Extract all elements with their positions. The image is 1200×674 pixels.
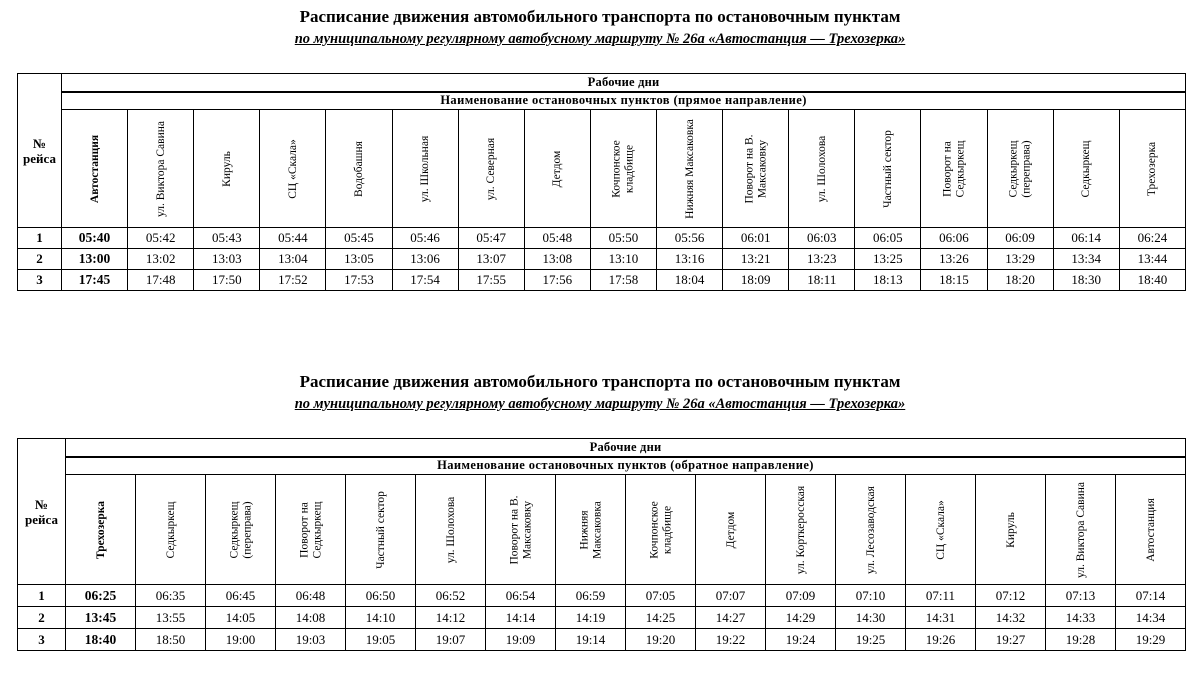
stop-name	[1146, 141, 1159, 195]
departure-time: 14:12	[416, 607, 486, 629]
stop-name-line: ул. Шолохова	[444, 496, 457, 563]
departure-time: 13:26	[921, 249, 987, 270]
departure-time: 07:13	[1046, 585, 1116, 607]
departure-time: 18:30	[1053, 270, 1119, 291]
departure-time: 18:11	[789, 270, 855, 291]
run-number-header-symbol: №	[34, 496, 49, 512]
timetable-forward	[17, 73, 1186, 291]
stop-name	[164, 501, 177, 558]
stop-name-line: Кочпонское	[648, 500, 660, 559]
stop-name-line: Поворот на В.	[743, 133, 756, 204]
stop-name	[934, 500, 947, 559]
departure-time: 18:40	[66, 629, 136, 651]
stop-name-line: Седкыркещ	[1079, 140, 1092, 197]
timetable-backward	[17, 438, 1186, 651]
departure-time: 13:06	[392, 249, 458, 270]
departure-time: 06:35	[136, 585, 206, 607]
departure-time: 06:24	[1119, 228, 1185, 249]
stop-name-cell	[976, 475, 1046, 585]
departure-time: 19:00	[206, 629, 276, 651]
stop-name-line: ул. Шолохова	[815, 135, 828, 202]
departure-time: 18:40	[1119, 270, 1185, 291]
stop-name	[94, 501, 107, 559]
stop-name	[485, 137, 498, 199]
departure-time: 06:05	[855, 228, 921, 249]
departure-time: 14:32	[976, 607, 1046, 629]
stop-name	[508, 495, 533, 564]
departure-time: 05:45	[326, 228, 392, 249]
departure-time: 14:30	[836, 607, 906, 629]
departure-time: 05:46	[392, 228, 458, 249]
departure-time: 05:47	[458, 228, 524, 249]
run-number-header-label: рейса	[25, 511, 58, 527]
departure-time: 14:14	[486, 607, 556, 629]
stop-name-line: Максаковку	[755, 139, 768, 198]
stop-name	[551, 150, 564, 187]
stop-name-line: Автостанция	[1144, 497, 1157, 562]
departure-time: 06:01	[723, 228, 789, 249]
workdays-header: Рабочие дни	[62, 74, 1186, 92]
departure-time: 06:14	[1053, 228, 1119, 249]
departure-time: 13:07	[458, 249, 524, 270]
departure-time: 07:09	[766, 585, 836, 607]
workdays-header: Рабочие дни	[66, 439, 1186, 457]
stop-name-line: Поворот на	[298, 501, 310, 558]
departure-time: 19:28	[1046, 629, 1116, 651]
stop-name	[683, 119, 696, 219]
departure-time: 05:50	[590, 228, 656, 249]
stop-name-line: Частный сектор	[881, 129, 894, 208]
departure-time: 17:50	[194, 270, 260, 291]
stop-name	[353, 141, 366, 197]
stop-name-cell	[1116, 475, 1186, 585]
stop-name-cell	[921, 110, 987, 228]
departure-time: 14:05	[206, 607, 276, 629]
stop-name-line: Частный сектор	[374, 490, 387, 569]
departure-time: 14:34	[1116, 607, 1186, 629]
departure-time: 05:40	[62, 228, 128, 249]
run-number-header	[18, 439, 66, 585]
departure-time: 18:50	[136, 629, 206, 651]
stop-name-cell	[62, 110, 128, 228]
departure-time: 19:05	[346, 629, 416, 651]
stop-name-cell	[906, 475, 976, 585]
stop-name-line: (переправа)	[240, 500, 253, 559]
run-number: 1	[18, 228, 62, 249]
departure-time: 07:10	[836, 585, 906, 607]
stop-name-line: кладбище	[660, 505, 673, 554]
stop-name-cell	[276, 475, 346, 585]
stop-name-line: Кируль	[1004, 511, 1017, 548]
timetable-1-title: Расписание движения автомобильного транспорта по остановочным пунктам	[299, 7, 901, 26]
table-row	[18, 607, 1186, 629]
stop-name	[1074, 482, 1087, 578]
table-row	[18, 629, 1186, 651]
departure-time: 06:50	[346, 585, 416, 607]
departure-time: 18:13	[855, 270, 921, 291]
run-number: 2	[18, 607, 66, 629]
stop-name	[374, 491, 387, 569]
departure-time: 17:48	[128, 270, 194, 291]
departure-time: 06:59	[556, 585, 626, 607]
stop-name-cell	[416, 475, 486, 585]
stop-name-line: Детдом	[551, 150, 564, 187]
stop-name-cell	[855, 110, 921, 228]
stop-name-cell	[987, 110, 1053, 228]
stop-name-line: СЦ «Скала»	[934, 499, 947, 560]
run-number-header	[18, 74, 62, 228]
departure-time: 06:52	[416, 585, 486, 607]
departure-time: 13:00	[62, 249, 128, 270]
departure-time: 19:27	[976, 629, 1046, 651]
departure-time: 17:53	[326, 270, 392, 291]
departure-time: 17:52	[260, 270, 326, 291]
stop-name	[794, 485, 807, 573]
departure-time: 06:25	[66, 585, 136, 607]
stop-name	[1008, 140, 1033, 197]
departure-time: 05:42	[128, 228, 194, 249]
stop-name	[941, 140, 966, 197]
stop-name-line: Максаковку	[520, 500, 533, 559]
departure-time: 14:33	[1046, 607, 1116, 629]
stop-name	[154, 121, 167, 217]
stop-name-cell	[128, 110, 194, 228]
stop-name	[287, 139, 300, 198]
departure-time: 13:44	[1119, 249, 1185, 270]
departure-time: 14:25	[626, 607, 696, 629]
departure-time: 06:09	[987, 228, 1053, 249]
stop-name	[419, 135, 432, 201]
stop-name-cell	[1053, 110, 1119, 228]
stop-name-line: ул. Корткеросская	[794, 485, 807, 574]
stop-name-cell	[723, 110, 789, 228]
stop-name-cell	[392, 110, 458, 228]
departure-time: 18:04	[656, 270, 722, 291]
stop-name-cell	[346, 475, 416, 585]
stop-name-line: ул. Лесозаводская	[864, 485, 877, 574]
departure-time: 06:45	[206, 585, 276, 607]
departure-time: 13:04	[260, 249, 326, 270]
run-number-header-symbol: №	[32, 135, 47, 151]
departure-time: 14:10	[346, 607, 416, 629]
departure-time: 13:21	[723, 249, 789, 270]
stop-name	[444, 496, 457, 563]
stop-name-line: Седкыркещ	[228, 501, 240, 558]
stop-name-cell	[458, 110, 524, 228]
stop-name-line: Седкыркещ	[1007, 140, 1020, 197]
departure-time: 07:14	[1116, 585, 1186, 607]
timetable-1-subtitle: по муниципальному регулярному автобусному маршруту № 26а «Автостанция — Трехозерка»	[294, 31, 906, 47]
departure-time: 07:07	[696, 585, 766, 607]
departure-time: 17:45	[62, 270, 128, 291]
departure-time: 17:55	[458, 270, 524, 291]
stop-name-line: Нижняя Максаковка	[683, 118, 696, 219]
stop-name-line: Водобашня	[352, 140, 365, 197]
stops-header: Наименование остановочных пунктов (обратное направление)	[66, 457, 1186, 475]
departure-time: 07:05	[626, 585, 696, 607]
departure-time: 06:54	[486, 585, 556, 607]
departure-time: 13:55	[136, 607, 206, 629]
stop-name	[1004, 512, 1017, 548]
departure-time: 05:43	[194, 228, 260, 249]
departure-time: 17:56	[524, 270, 590, 291]
run-number-header-label: рейса	[23, 150, 56, 166]
departure-time: 13:23	[789, 249, 855, 270]
stop-name-line: Нижняя	[578, 509, 590, 550]
stop-name-line: Седкыркещ	[310, 501, 323, 558]
stop-name-line: Трехозерка	[94, 500, 107, 559]
run-number: 3	[18, 270, 62, 291]
departure-time: 07:12	[976, 585, 1046, 607]
stop-name	[724, 511, 737, 548]
stop-name-line: Автостанция	[88, 134, 101, 203]
departure-time: 18:20	[987, 270, 1053, 291]
stop-name	[1144, 498, 1157, 562]
departure-time: 13:08	[524, 249, 590, 270]
run-number: 3	[18, 629, 66, 651]
run-number: 1	[18, 585, 66, 607]
stop-name-cell	[1119, 110, 1185, 228]
stop-name-line: ул. Школьная	[418, 135, 431, 202]
stop-name-line: Кочпонское	[610, 139, 623, 198]
departure-time: 18:09	[723, 270, 789, 291]
departure-time: 19:14	[556, 629, 626, 651]
departure-time: 13:45	[66, 607, 136, 629]
stop-name-cell	[696, 475, 766, 585]
stop-name-line: кладбище	[623, 144, 636, 193]
stop-name-cell	[206, 475, 276, 585]
table-row	[18, 585, 1186, 607]
stop-name-cell	[194, 110, 260, 228]
departure-time: 05:44	[260, 228, 326, 249]
stop-name-cell	[524, 110, 590, 228]
stop-name-line: Кируль	[220, 150, 233, 187]
stop-name-cell	[836, 475, 906, 585]
stop-name	[228, 501, 253, 558]
table-row	[18, 228, 1186, 249]
stop-name-line: Седкыркещ	[164, 501, 177, 558]
stop-name-line: ул. Виктора Савина	[1074, 481, 1087, 578]
stop-name-cell	[486, 475, 556, 585]
stop-name-line: ул. Виктора Савина	[154, 120, 167, 217]
stop-name-cell	[626, 475, 696, 585]
departure-time: 13:05	[326, 249, 392, 270]
stop-name-cell	[66, 475, 136, 585]
departure-time: 13:25	[855, 249, 921, 270]
stop-name	[816, 135, 829, 202]
departure-time: 05:48	[524, 228, 590, 249]
stop-name-line: Максаковка	[590, 500, 603, 559]
departure-time: 17:58	[590, 270, 656, 291]
departure-time: 13:02	[128, 249, 194, 270]
stop-name-line: Детдом	[724, 511, 737, 548]
stop-name	[864, 486, 877, 574]
departure-time: 14:31	[906, 607, 976, 629]
stop-name	[221, 151, 234, 187]
stop-name	[578, 501, 603, 559]
timetable-2-subtitle: по муниципальному регулярному автобусному маршруту № 26а «Автостанция — Трехозерка»	[294, 396, 906, 412]
stop-name-cell	[136, 475, 206, 585]
departure-time: 14:29	[766, 607, 836, 629]
table-row	[18, 249, 1186, 270]
timetable-2-title: Расписание движения автомобильного транспорта по остановочным пунктам	[299, 372, 901, 391]
departure-time: 19:07	[416, 629, 486, 651]
departure-time: 06:06	[921, 228, 987, 249]
stop-name	[298, 501, 323, 558]
stop-name-line: Поворот на В.	[508, 494, 520, 565]
stop-name-cell	[766, 475, 836, 585]
stop-name	[743, 134, 768, 203]
departure-time: 13:34	[1053, 249, 1119, 270]
stop-name-cell	[326, 110, 392, 228]
stop-name	[882, 130, 895, 208]
stop-name-line: Поворот на	[941, 140, 954, 197]
departure-time: 07:11	[906, 585, 976, 607]
stop-name	[648, 501, 673, 559]
stop-name	[1080, 140, 1093, 197]
stops-header: Наименование остановочных пунктов (прямое направление)	[62, 92, 1186, 110]
stop-name-cell	[1046, 475, 1116, 585]
stop-name-line: (переправа)	[1020, 139, 1033, 198]
stop-name-line: Седкыркещ	[953, 140, 966, 197]
departure-time: 05:56	[656, 228, 722, 249]
stop-name-line: Трехозерка	[1146, 141, 1159, 196]
departure-time: 14:27	[696, 607, 766, 629]
departure-time: 19:24	[766, 629, 836, 651]
departure-time: 19:20	[626, 629, 696, 651]
stop-name-cell	[789, 110, 855, 228]
departure-time: 19:25	[836, 629, 906, 651]
stop-name	[88, 134, 101, 202]
departure-time: 06:03	[789, 228, 855, 249]
departure-time: 13:10	[590, 249, 656, 270]
stop-name	[611, 140, 636, 198]
departure-time: 06:48	[276, 585, 346, 607]
table-row	[18, 270, 1186, 291]
stop-name-cell	[260, 110, 326, 228]
departure-time: 19:29	[1116, 629, 1186, 651]
stop-name-cell	[590, 110, 656, 228]
departure-time: 13:03	[194, 249, 260, 270]
run-number: 2	[18, 249, 62, 270]
stop-name-cell	[556, 475, 626, 585]
stop-name-line: СЦ «Скала»	[286, 138, 299, 199]
stop-name-cell	[656, 110, 722, 228]
departure-time: 14:19	[556, 607, 626, 629]
departure-time: 19:09	[486, 629, 556, 651]
departure-time: 13:29	[987, 249, 1053, 270]
departure-time: 19:26	[906, 629, 976, 651]
departure-time: 14:08	[276, 607, 346, 629]
departure-time: 13:16	[656, 249, 722, 270]
departure-time: 18:15	[921, 270, 987, 291]
departure-time: 17:54	[392, 270, 458, 291]
stop-name-line: ул. Северная	[484, 137, 497, 200]
departure-time: 19:03	[276, 629, 346, 651]
departure-time: 19:22	[696, 629, 766, 651]
